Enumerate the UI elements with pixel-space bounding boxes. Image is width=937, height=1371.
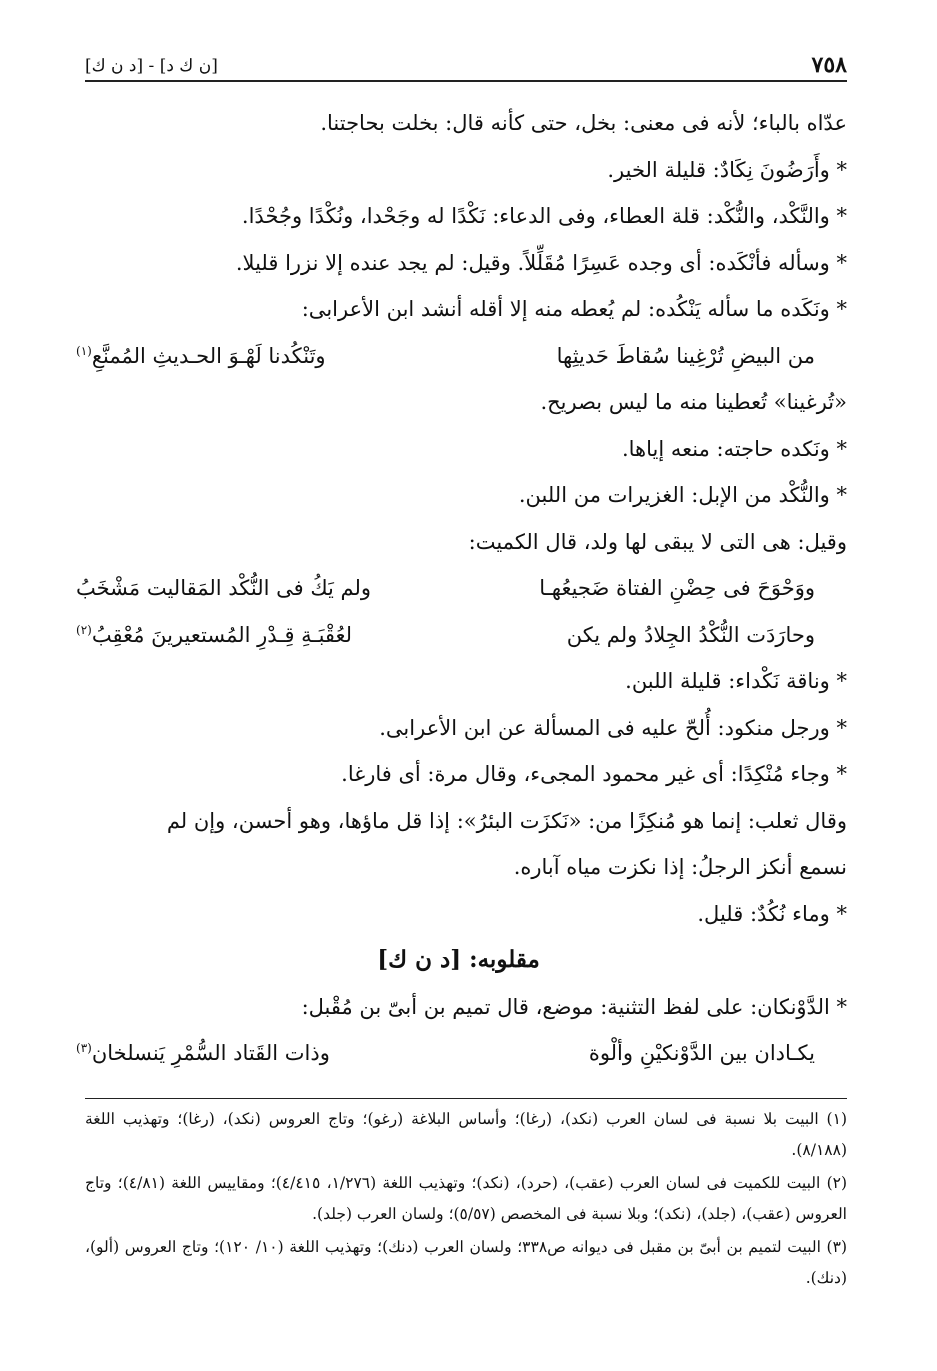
verse-second-hemistich [76, 333, 326, 380]
footnotes [85, 1104, 847, 1296]
footnote: (٣) البيت لتميم بن أبىّ بن مقبل فى ديوانه ص٣٣٨؛ ولسان العرب (دنك)؛ وتهذيب اللغة (١٠/ ١٢٠)؛ وتاج العروس (ألو)، (دنك). [85, 1238, 847, 1287]
verse-text: وذات القَتاد السُّمْرِ يَنسلخان [91, 1041, 330, 1065]
text-line: * ورجل منكود: أُلحّ عليه فى المسألة عن ابن الأعرابى. [379, 715, 847, 740]
text-line: * والنُّكْد من الإبل: الغزيرات من اللبن. [518, 483, 847, 507]
verse-text: لعُقْبَـةِ قِـدْرِ المُستعيرينَ مُعْقِبُ [91, 622, 353, 647]
footnote-marker: (٢) [76, 622, 92, 637]
verse [70, 1030, 847, 1077]
text-line: وقال ثعلب: إنما هو مُنكِزًا من: «نَكزَت البئرُ»: إذا قل ماؤها، وهو أحسن، وإن لم [166, 808, 847, 833]
page-header [85, 44, 847, 82]
verse-text: وتَنْكُدنا لَهْـوَ الحـديثِ المُمنَّعِ [91, 343, 326, 368]
text-line: * ونَكَده ما سأله يَنْكُده: لم يُعطه منه إلا أقله أنشد ابن الأعرابى: [301, 297, 847, 321]
text-line: * الدَّوْنكان: على لفظ التثنية: موضع، قال تميم بن أبىّ بن مُقْبل: [301, 994, 847, 1019]
verse-first-hemistich: يكـادان بين الدَّوْنكيْنِ وألْوة [588, 1041, 815, 1065]
footnote-marker: (١) [76, 343, 92, 358]
verse-first-hemistich: وحارَدَت النُّكْدُ الجِلادُ ولم يكن [566, 622, 815, 647]
verse-first-hemistich: من البيضِ تُرْغِينا سُقاطَ حَديثِها [556, 343, 815, 368]
verse [70, 612, 847, 659]
text-line: * ونَكده حاجته: منعه إياها. [621, 436, 847, 461]
page-number: ٧٥٨ [811, 52, 847, 78]
text-line: نسمع أنكز الرجلُ: إذا نكزت مياه آباره. [513, 855, 847, 879]
running-head: [ن ك د] - [د ن ك] [85, 56, 218, 76]
text-line: * وأَرَضُونَ نِكَادٌ: قليلة الخير. [607, 157, 847, 182]
text-line: * وماء نُكُدٌ: قليل. [697, 901, 847, 926]
section-title: مقلوبه: [د ن ك] [377, 946, 540, 973]
verse-second-hemistich: ولم يَكُ فى النُّكْد المَقاليت مَشْخَبُ [76, 576, 372, 600]
text-line: «تُرغينا» تُعطينا منه ما ليس بصريح. [540, 390, 847, 414]
verse-second-hemistich [76, 612, 352, 659]
text-line: * وناقة نَكْداء: قليلة اللبن. [625, 669, 847, 693]
footnote: (١) البيت بلا نسبة فى لسان العرب (نكد)، (رغا)؛ وأساس البلاغة (رغو)؛ وتاج العروس (نكد)، (رغا)؛ وتهذيب اللغة (٨/١٨٨). [85, 1110, 847, 1159]
text-line: * وسأله فأنْكَده: أى وجده عَسِرًا مُقَلِّلاً. وقيل: لم يجد عنده إلا نزرا قليلا. [235, 250, 847, 275]
footnote-marker: (٣) [76, 1041, 92, 1055]
text-line: * والنَّكْد، والنُّكْد: قلة العطاء، وفى الدعاء: نَكْدًا له وجَحْدا، ونُكْدًا وجُحْدًا. [241, 204, 847, 228]
text-line: * وجاء مُنْكِدًا: أى غير محمود المجىء، وقال مرة: أى فارغا. [341, 762, 847, 786]
verse-first-hemistich: ووَحْوَحَ فى حِضْنِ الفتاة ضَجيعُهـا [539, 576, 815, 600]
verse [70, 333, 847, 380]
verse [70, 565, 847, 612]
main-text [70, 100, 847, 1077]
verse-second-hemistich [76, 1030, 330, 1077]
footnote-divider [85, 1098, 847, 1099]
footnote: (٢) البيت للكميت فى لسان العرب (عقب)، (حرد)، (نكد)؛ وتهذيب اللغة (١/٢٧٦، ٤/٤١٥)؛ ومقاييس اللغة (٤/٨١)؛ وتاج العروس (عقب)، (جلد)، (نكد)؛ وبلا نسبة فى المخصص (٥/٥٧)؛ ولسان العرب (جلد). [85, 1174, 848, 1223]
text-line: عدّاه بالباء؛ لأنه فى معنى: بخل، حتى كأنه قال: بخلت بحاجتنا. [320, 111, 847, 135]
text-line: وقيل: هى التى لا يبقى لها ولد، قال الكميت: [468, 529, 847, 554]
